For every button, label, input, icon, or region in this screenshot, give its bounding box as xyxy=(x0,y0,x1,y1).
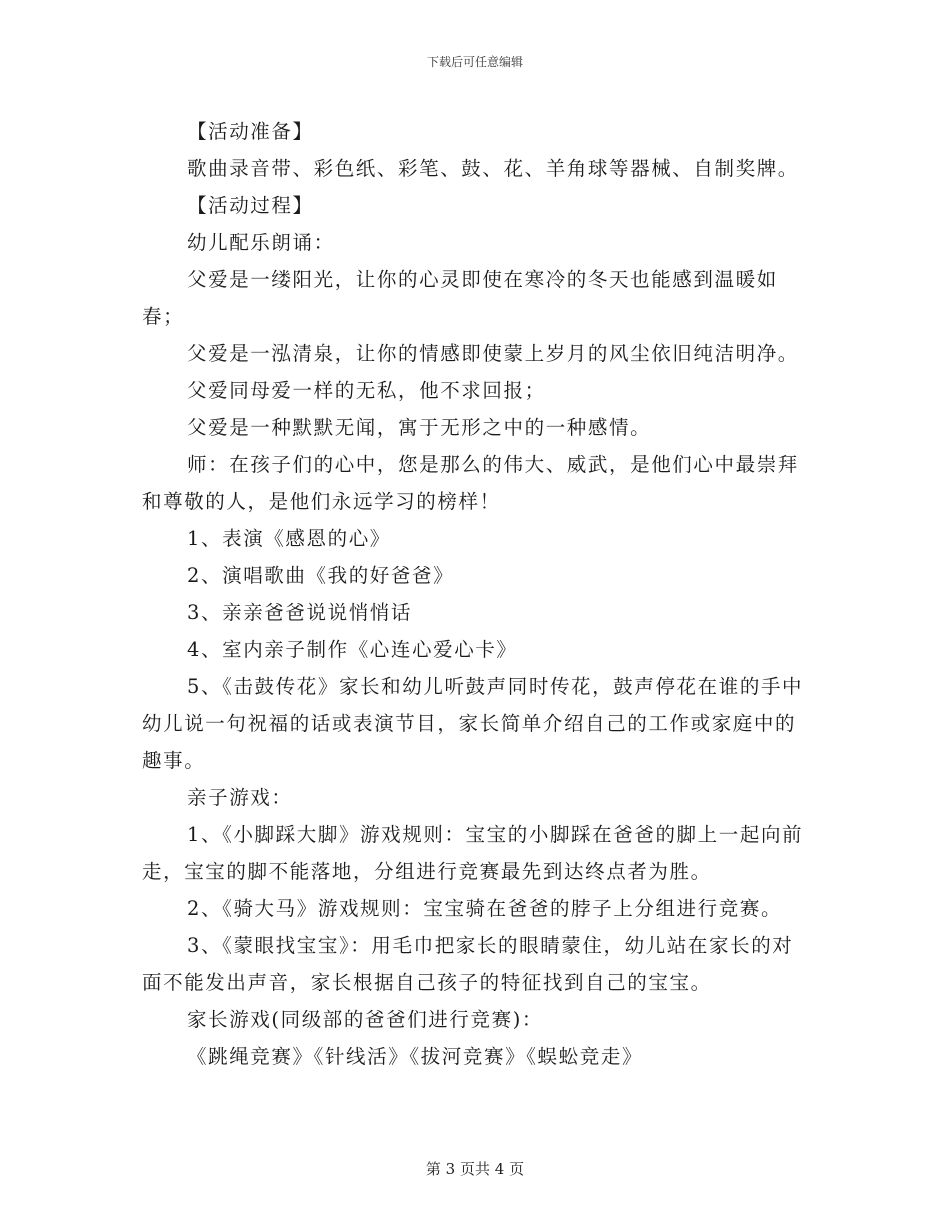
paragraph-recitation-line-3: 父爱同母爱一样的无私，他不求回报； xyxy=(187,379,546,402)
page-footer: 第 3 页共 4 页 xyxy=(425,1160,525,1178)
section-heading-parent-games: 家长游戏(同级部的爸爸们进行竞赛)： xyxy=(187,1008,544,1031)
section-heading-parent-child-games: 亲子游戏： xyxy=(187,786,293,809)
section-heading-preparation: 【活动准备】 xyxy=(187,120,314,143)
paragraph-recitation-intro: 幼儿配乐朗诵： xyxy=(187,231,335,254)
page-header: 下载后可任意编辑 xyxy=(426,55,523,69)
list-item-activity-2: 2、演唱歌曲《我的好爸爸》 xyxy=(187,564,455,587)
list-item-game-3: 3、《蒙眼找宝宝》：用毛巾把家长的眼睛蒙住，幼儿站在家长的对面不能发出声音，家长根据自己孩子的特征找到自己的宝宝。 xyxy=(142,934,794,994)
paragraph-materials: 歌曲录音带、彩色纸、彩笔、鼓、花、羊角球等器械、自制奖牌。 xyxy=(187,157,799,180)
list-item-activity-3: 3、亲亲爸爸说说悄悄话 xyxy=(187,601,413,624)
list-item-game-2: 2、《骑大马》游戏规则：宝宝骑在爸爸的脖子上分组进行竞赛。 xyxy=(187,897,783,920)
list-item-activity-5: 5、《击鼓传花》家长和幼儿听鼓声同时传花，鼓声停花在谁的手中幼儿说一句祝福的话或表演节目，家长简单介绍自己的工作或家庭中的趣事。 xyxy=(142,675,804,772)
list-item-activity-4: 4、室内亲子制作《心连心爱心卡》 xyxy=(187,638,518,661)
list-item-activity-1: 1、表演《感恩的心》 xyxy=(187,527,391,550)
paragraph-recitation-line-1: 父爱是一缕阳光，让你的心灵即使在寒冷的冬天也能感到温暖如春； xyxy=(142,268,778,328)
paragraph-recitation-line-2: 父爱是一泓清泉，让你的情感即使蒙上岁月的风尘依旧纯洁明净。 xyxy=(187,342,799,365)
paragraph-parent-games-list: 《跳绳竞赛》《针线活》《拔河竞赛》《蜈蚣竞走》 xyxy=(187,1045,644,1068)
section-heading-process: 【活动过程】 xyxy=(187,194,314,217)
document-body xyxy=(142,113,810,1075)
paragraph-recitation-line-4: 父爱是一种默默无闻，寓于无形之中的一种感情。 xyxy=(187,416,652,439)
paragraph-teacher-remark: 师：在孩子们的心中，您是那么的伟大、威武，是他们心中最崇拜和尊敬的人，是他们永远学习的榜样！ xyxy=(142,453,799,513)
list-item-game-1: 1、《小脚踩大脚》游戏规则：宝宝的小脚踩在爸爸的脚上一起向前走，宝宝的脚不能落地，分组进行竞赛最先到达终点者为胜。 xyxy=(142,823,804,883)
